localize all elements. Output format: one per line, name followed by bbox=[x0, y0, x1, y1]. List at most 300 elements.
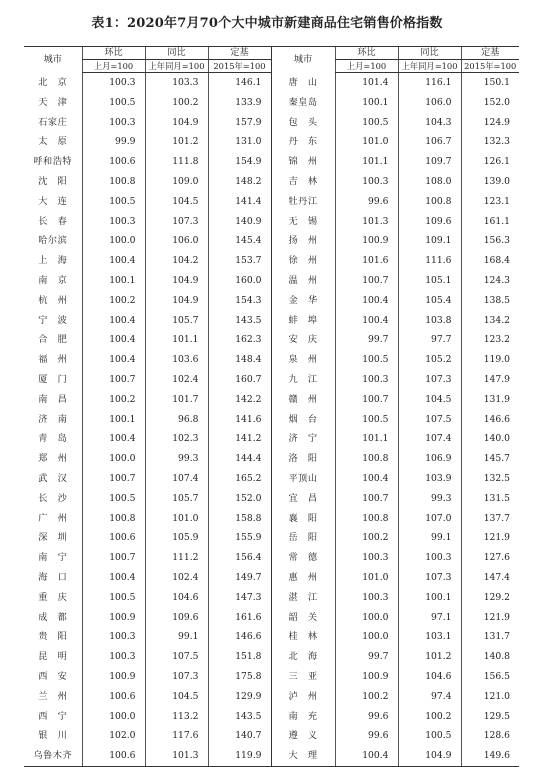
right-city-cell: 无 锡 bbox=[271, 212, 335, 232]
table-row bbox=[24, 370, 519, 390]
left-mom-cell: 100.5 bbox=[82, 588, 145, 608]
right-mom-cell: 100.0 bbox=[335, 608, 398, 628]
right-city-cell: 北 海 bbox=[271, 647, 335, 667]
table-row bbox=[24, 172, 519, 192]
left-mom-cell: 100.3 bbox=[82, 647, 145, 667]
right-base-cell: 121.0 bbox=[461, 687, 519, 707]
left-base-cell: 148.4 bbox=[208, 350, 271, 370]
left-mom-cell: 100.1 bbox=[82, 271, 145, 291]
right-base-cell: 152.0 bbox=[461, 93, 519, 113]
left-base-cell: 175.8 bbox=[208, 667, 271, 687]
right-base-cell: 123.1 bbox=[461, 192, 519, 212]
left-mom-cell: 100.4 bbox=[82, 251, 145, 271]
right-mom-cell: 99.6 bbox=[335, 726, 398, 746]
right-mom-cell: 100.0 bbox=[335, 627, 398, 647]
right-mom-cell: 100.3 bbox=[335, 172, 398, 192]
left-yoy-cell: 104.5 bbox=[145, 192, 208, 212]
left-mom-cell: 100.2 bbox=[82, 390, 145, 410]
right-yoy-cell: 104.6 bbox=[398, 667, 461, 687]
right-base-cell: 134.2 bbox=[461, 311, 519, 331]
right-yoy-cell: 104.9 bbox=[398, 746, 461, 766]
right-yoy-cell: 111.6 bbox=[398, 251, 461, 271]
left-city-cell: 杭 州 bbox=[38, 294, 68, 306]
left-yoy-cell: 109.0 bbox=[145, 172, 208, 192]
left-base-cell: 154.3 bbox=[208, 291, 271, 311]
left-city-cell: 呼和浩特 bbox=[33, 156, 73, 168]
left-base-cell: 153.7 bbox=[208, 251, 271, 271]
right-city-cell: 洛 阳 bbox=[271, 449, 335, 469]
right-base-cell: 138.5 bbox=[461, 291, 519, 311]
left-city-cell: 深 圳 bbox=[38, 532, 68, 544]
right-city-cell: 大 理 bbox=[271, 746, 335, 766]
right-base-cell: 127.6 bbox=[461, 548, 519, 568]
table-row bbox=[24, 449, 519, 469]
right-mom-cell: 100.4 bbox=[335, 291, 398, 311]
left-yoy-cell: 101.3 bbox=[145, 746, 208, 766]
right-city-cell: 三 亚 bbox=[271, 667, 335, 687]
left-city-cell: 沈 阳 bbox=[38, 175, 68, 187]
left-base-cell: 141.4 bbox=[208, 192, 271, 212]
left-city-cell: 银 川 bbox=[38, 730, 68, 742]
table-row bbox=[24, 350, 519, 370]
left-yoy-cell: 105.9 bbox=[145, 528, 208, 548]
right-base-cell: 124.3 bbox=[461, 271, 519, 291]
left-mom-cell: 100.4 bbox=[82, 568, 145, 588]
right-base-cell: 137.7 bbox=[461, 509, 519, 529]
table-row bbox=[24, 152, 519, 172]
left-yoy-cell: 104.9 bbox=[145, 113, 208, 133]
left-city-cell: 石家庄 bbox=[38, 116, 68, 128]
left-base-cell: 143.5 bbox=[208, 311, 271, 331]
left-city-cell: 哈尔滨 bbox=[38, 235, 68, 247]
left-yoy-cell: 104.2 bbox=[145, 251, 208, 271]
right-base-cell: 139.0 bbox=[461, 172, 519, 192]
left-city-cell: 西 宁 bbox=[38, 710, 68, 722]
left-base-cell: 156.4 bbox=[208, 548, 271, 568]
right-yoy-cell: 103.1 bbox=[398, 627, 461, 647]
right-base-cell: 156.5 bbox=[461, 667, 519, 687]
left-city-cell: 武 汉 bbox=[38, 472, 68, 484]
left-city-cell: 成 都 bbox=[38, 611, 68, 623]
left-mom-cell: 100.0 bbox=[82, 707, 145, 727]
right-yoy-cell: 97.7 bbox=[398, 330, 461, 350]
table-row bbox=[24, 410, 519, 430]
right-yoy-cell: 106.7 bbox=[398, 132, 461, 152]
right-mom-cell: 100.9 bbox=[335, 667, 398, 687]
left-yoy-cell: 103.3 bbox=[145, 73, 208, 93]
left-mom-cell: 100.3 bbox=[82, 212, 145, 232]
right-mom-cell: 100.4 bbox=[335, 311, 398, 331]
left-base-cell: 158.8 bbox=[208, 509, 271, 529]
table-row bbox=[24, 568, 519, 588]
left-city-cell: 厦 门 bbox=[38, 373, 68, 385]
right-mom-cell: 100.7 bbox=[335, 489, 398, 509]
left-mom-cell: 100.0 bbox=[82, 231, 145, 251]
table-row bbox=[24, 509, 519, 529]
left-city-cell: 贵 阳 bbox=[38, 631, 68, 643]
left-mom-cell: 100.4 bbox=[82, 311, 145, 331]
table-row bbox=[24, 429, 519, 449]
table-row bbox=[24, 746, 519, 766]
right-city-cell: 湛 江 bbox=[271, 588, 335, 608]
left-city-cell: 长 沙 bbox=[38, 492, 68, 504]
right-city-cell: 襄 阳 bbox=[271, 509, 335, 529]
left-yoy-cell: 104.5 bbox=[145, 687, 208, 707]
table-row bbox=[24, 726, 519, 746]
right-base-cell: 146.6 bbox=[461, 410, 519, 430]
right-base-cell: 121.9 bbox=[461, 608, 519, 628]
right-base-cell: 129.5 bbox=[461, 707, 519, 727]
left-city-cell: 南 宁 bbox=[38, 552, 68, 564]
left-mom-cell: 100.6 bbox=[82, 687, 145, 707]
left-yoy-cell: 101.7 bbox=[145, 390, 208, 410]
right-base-cell: 128.6 bbox=[461, 726, 519, 746]
left-base-cell: 141.6 bbox=[208, 410, 271, 430]
right-mom-cell: 100.1 bbox=[335, 93, 398, 113]
right-mom-cell: 101.0 bbox=[335, 132, 398, 152]
right-yoy-cell: 108.0 bbox=[398, 172, 461, 192]
right-city-cell: 牡丹江 bbox=[271, 192, 335, 212]
right-yoy-cell: 103.8 bbox=[398, 311, 461, 331]
left-base-cell: 162.3 bbox=[208, 330, 271, 350]
right-city-cell: 岳 阳 bbox=[271, 528, 335, 548]
left-mom-cell: 100.7 bbox=[82, 469, 145, 489]
right-yoy-cell: 99.3 bbox=[398, 489, 461, 509]
left-mom-cell: 102.0 bbox=[82, 726, 145, 746]
left-mom-cell: 100.9 bbox=[82, 608, 145, 628]
left-base-cell: 152.0 bbox=[208, 489, 271, 509]
right-mom-cell: 100.5 bbox=[335, 410, 398, 430]
left-base-cell: 133.9 bbox=[208, 93, 271, 113]
table-row bbox=[24, 647, 519, 667]
right-city-cell: 桂 林 bbox=[271, 627, 335, 647]
table-row bbox=[24, 132, 519, 152]
left-base-cell: 154.9 bbox=[208, 152, 271, 172]
right-city-cell: 泉 州 bbox=[271, 350, 335, 370]
right-mom-cell: 100.5 bbox=[335, 113, 398, 133]
left-yoy-cell: 101.1 bbox=[145, 330, 208, 350]
right-base-cell: 145.7 bbox=[461, 449, 519, 469]
table-row bbox=[24, 489, 519, 509]
right-yoy-cell: 109.1 bbox=[398, 231, 461, 251]
header-base-sub: 2015年=100 bbox=[208, 60, 271, 73]
left-city-cell: 重 庆 bbox=[38, 591, 68, 603]
right-mom-cell: 100.5 bbox=[335, 350, 398, 370]
right-yoy-cell: 100.5 bbox=[398, 726, 461, 746]
header-mom-sub-right: 上月=100 bbox=[335, 60, 398, 73]
right-base-cell: 140.0 bbox=[461, 429, 519, 449]
left-yoy-cell: 104.9 bbox=[145, 291, 208, 311]
left-base-cell: 129.9 bbox=[208, 687, 271, 707]
table-row bbox=[24, 469, 519, 489]
left-city-cell: 长 春 bbox=[38, 215, 68, 227]
left-yoy-cell: 102.4 bbox=[145, 370, 208, 390]
table-row bbox=[24, 608, 519, 628]
right-mom-cell: 99.7 bbox=[335, 647, 398, 667]
left-mom-cell: 100.0 bbox=[82, 449, 145, 469]
right-base-cell: 132.5 bbox=[461, 469, 519, 489]
table-row bbox=[24, 687, 519, 707]
right-mom-cell: 100.8 bbox=[335, 449, 398, 469]
right-base-cell: 150.1 bbox=[461, 73, 519, 93]
right-city-cell: 吉 林 bbox=[271, 172, 335, 192]
right-yoy-cell: 97.1 bbox=[398, 608, 461, 628]
right-yoy-cell: 100.3 bbox=[398, 548, 461, 568]
left-mom-cell: 100.7 bbox=[82, 548, 145, 568]
right-mom-cell: 100.4 bbox=[335, 746, 398, 766]
header-city-right: 城市 bbox=[271, 47, 335, 73]
left-city-cell: 太 原 bbox=[38, 136, 68, 148]
left-mom-cell: 100.8 bbox=[82, 509, 145, 529]
left-city-cell: 上 海 bbox=[38, 255, 68, 267]
header-base: 定基 bbox=[208, 47, 271, 60]
left-base-cell: 157.9 bbox=[208, 113, 271, 133]
right-yoy-cell: 107.0 bbox=[398, 509, 461, 529]
table-row bbox=[24, 73, 519, 93]
left-city-cell: 合 肥 bbox=[38, 334, 68, 346]
right-mom-cell: 100.2 bbox=[335, 687, 398, 707]
left-yoy-cell: 100.2 bbox=[145, 93, 208, 113]
left-mom-cell: 100.7 bbox=[82, 370, 145, 390]
left-base-cell: 142.2 bbox=[208, 390, 271, 410]
right-base-cell: 131.5 bbox=[461, 489, 519, 509]
table-title: 表1：2020年7月70个大中城市新建商品住宅销售价格指数 bbox=[91, 16, 443, 31]
left-base-cell: 160.7 bbox=[208, 370, 271, 390]
left-city-cell: 济 南 bbox=[38, 413, 68, 425]
left-yoy-cell: 107.3 bbox=[145, 667, 208, 687]
header-mom-sub: 上月=100 bbox=[82, 60, 145, 73]
right-mom-cell: 100.3 bbox=[335, 588, 398, 608]
right-base-cell: 131.7 bbox=[461, 627, 519, 647]
left-city-cell: 福 州 bbox=[38, 354, 68, 366]
left-yoy-cell: 106.0 bbox=[145, 231, 208, 251]
right-base-cell: 161.1 bbox=[461, 212, 519, 232]
table-row bbox=[24, 390, 519, 410]
left-yoy-cell: 96.8 bbox=[145, 410, 208, 430]
right-base-cell: 147.9 bbox=[461, 370, 519, 390]
left-mom-cell: 100.3 bbox=[82, 627, 145, 647]
left-mom-cell: 100.9 bbox=[82, 667, 145, 687]
left-yoy-cell: 103.6 bbox=[145, 350, 208, 370]
table-row bbox=[24, 251, 519, 271]
right-yoy-cell: 107.3 bbox=[398, 568, 461, 588]
right-city-cell: 遵 义 bbox=[271, 726, 335, 746]
header-yoy-right: 同比 bbox=[398, 47, 461, 60]
right-yoy-cell: 116.1 bbox=[398, 73, 461, 93]
left-city-cell: 郑 州 bbox=[38, 453, 68, 465]
table-row bbox=[24, 231, 519, 251]
right-city-cell: 九 江 bbox=[271, 370, 335, 390]
left-city-cell: 青 岛 bbox=[38, 433, 68, 445]
left-city-cell: 南 京 bbox=[38, 274, 68, 286]
table-body bbox=[24, 73, 519, 767]
right-city-cell: 包 头 bbox=[271, 113, 335, 133]
right-mom-cell: 99.6 bbox=[335, 707, 398, 727]
right-yoy-cell: 107.5 bbox=[398, 410, 461, 430]
left-mom-cell: 100.3 bbox=[82, 73, 145, 93]
right-mom-cell: 100.3 bbox=[335, 548, 398, 568]
right-yoy-cell: 101.2 bbox=[398, 647, 461, 667]
left-base-cell: 146.1 bbox=[208, 73, 271, 93]
left-mom-cell: 100.5 bbox=[82, 93, 145, 113]
table-row bbox=[24, 93, 519, 113]
left-base-cell: 140.9 bbox=[208, 212, 271, 232]
left-yoy-cell: 111.8 bbox=[145, 152, 208, 172]
left-base-cell: 119.9 bbox=[208, 746, 271, 766]
right-yoy-cell: 104.3 bbox=[398, 113, 461, 133]
left-mom-cell: 99.9 bbox=[82, 132, 145, 152]
header-city: 城市 bbox=[24, 47, 82, 73]
right-mom-cell: 100.4 bbox=[335, 469, 398, 489]
right-yoy-cell: 100.8 bbox=[398, 192, 461, 212]
left-yoy-cell: 104.6 bbox=[145, 588, 208, 608]
table-row bbox=[24, 212, 519, 232]
table-row bbox=[24, 113, 519, 133]
right-yoy-cell: 105.2 bbox=[398, 350, 461, 370]
right-city-cell: 常 德 bbox=[271, 548, 335, 568]
left-base-cell: 160.0 bbox=[208, 271, 271, 291]
left-city-cell: 天 津 bbox=[38, 96, 68, 108]
left-yoy-cell: 102.4 bbox=[145, 568, 208, 588]
right-city-cell: 丹 东 bbox=[271, 132, 335, 152]
left-yoy-cell: 102.3 bbox=[145, 429, 208, 449]
right-yoy-cell: 105.1 bbox=[398, 271, 461, 291]
right-yoy-cell: 97.4 bbox=[398, 687, 461, 707]
left-mom-cell: 100.6 bbox=[82, 746, 145, 766]
left-yoy-cell: 99.1 bbox=[145, 627, 208, 647]
price-index-table bbox=[24, 46, 519, 767]
right-mom-cell: 101.0 bbox=[335, 568, 398, 588]
right-base-cell: 149.6 bbox=[461, 746, 519, 766]
left-city-cell: 北 京 bbox=[38, 76, 68, 88]
table-row bbox=[24, 311, 519, 331]
left-yoy-cell: 105.7 bbox=[145, 489, 208, 509]
right-city-cell: 济 宁 bbox=[271, 429, 335, 449]
right-yoy-cell: 107.4 bbox=[398, 429, 461, 449]
right-city-cell: 锦 州 bbox=[271, 152, 335, 172]
right-mom-cell: 101.4 bbox=[335, 73, 398, 93]
right-mom-cell: 100.3 bbox=[335, 370, 398, 390]
left-base-cell: 151.8 bbox=[208, 647, 271, 667]
left-city-cell: 乌鲁木齐 bbox=[24, 746, 82, 766]
right-city-cell: 金 华 bbox=[271, 291, 335, 311]
left-base-cell: 149.7 bbox=[208, 568, 271, 588]
header-yoy-sub: 上年同月=100 bbox=[145, 60, 208, 73]
header-mom: 环比 bbox=[82, 47, 145, 60]
left-mom-cell: 100.4 bbox=[82, 429, 145, 449]
header-yoy-sub-right: 上年同月=100 bbox=[398, 60, 461, 73]
left-base-cell: 144.4 bbox=[208, 449, 271, 469]
left-base-cell: 140.7 bbox=[208, 726, 271, 746]
right-city-cell: 韶 关 bbox=[271, 608, 335, 628]
table-row bbox=[24, 528, 519, 548]
right-mom-cell: 101.1 bbox=[335, 152, 398, 172]
table-row bbox=[24, 588, 519, 608]
left-mom-cell: 100.5 bbox=[82, 489, 145, 509]
left-yoy-cell: 107.3 bbox=[145, 212, 208, 232]
left-yoy-cell: 101.2 bbox=[145, 132, 208, 152]
left-city-cell: 昆 明 bbox=[38, 651, 68, 663]
left-base-cell: 145.4 bbox=[208, 231, 271, 251]
right-yoy-cell: 109.6 bbox=[398, 212, 461, 232]
right-city-cell: 宜 昌 bbox=[271, 489, 335, 509]
right-yoy-cell: 105.4 bbox=[398, 291, 461, 311]
right-base-cell: 168.4 bbox=[461, 251, 519, 271]
right-base-cell: 121.9 bbox=[461, 528, 519, 548]
table-row bbox=[24, 291, 519, 311]
left-mom-cell: 100.8 bbox=[82, 172, 145, 192]
right-base-cell: 147.4 bbox=[461, 568, 519, 588]
right-mom-cell: 100.7 bbox=[335, 390, 398, 410]
left-city-cell: 大 连 bbox=[38, 195, 68, 207]
left-city-cell: 广 州 bbox=[38, 512, 68, 524]
right-city-cell: 安 庆 bbox=[271, 330, 335, 350]
right-mom-cell: 100.8 bbox=[335, 509, 398, 529]
right-base-cell: 119.0 bbox=[461, 350, 519, 370]
right-city-cell: 唐 山 bbox=[271, 73, 335, 93]
left-city-cell: 兰 州 bbox=[38, 690, 68, 702]
left-yoy-cell: 117.6 bbox=[145, 726, 208, 746]
right-yoy-cell: 100.1 bbox=[398, 588, 461, 608]
right-city-cell: 蚌 埠 bbox=[271, 311, 335, 331]
left-mom-cell: 100.6 bbox=[82, 528, 145, 548]
left-yoy-cell: 111.2 bbox=[145, 548, 208, 568]
header-base-sub-right: 2015年=100 bbox=[461, 60, 519, 73]
table-row bbox=[24, 627, 519, 647]
table-row bbox=[24, 192, 519, 212]
left-yoy-cell: 105.7 bbox=[145, 311, 208, 331]
right-base-cell: 124.9 bbox=[461, 113, 519, 133]
right-yoy-cell: 106.0 bbox=[398, 93, 461, 113]
right-city-cell: 温 州 bbox=[271, 271, 335, 291]
right-city-cell: 惠 州 bbox=[271, 568, 335, 588]
left-yoy-cell: 99.3 bbox=[145, 449, 208, 469]
left-mom-cell: 100.3 bbox=[82, 113, 145, 133]
right-yoy-cell: 100.2 bbox=[398, 707, 461, 727]
right-mom-cell: 100.9 bbox=[335, 231, 398, 251]
right-city-cell: 平顶山 bbox=[271, 469, 335, 489]
right-mom-cell: 100.7 bbox=[335, 271, 398, 291]
left-base-cell: 131.0 bbox=[208, 132, 271, 152]
left-mom-cell: 100.4 bbox=[82, 350, 145, 370]
right-yoy-cell: 103.9 bbox=[398, 469, 461, 489]
right-base-cell: 126.1 bbox=[461, 152, 519, 172]
right-yoy-cell: 99.1 bbox=[398, 528, 461, 548]
left-base-cell: 165.2 bbox=[208, 469, 271, 489]
table-row bbox=[24, 667, 519, 687]
right-city-cell: 扬 州 bbox=[271, 231, 335, 251]
table-row bbox=[24, 707, 519, 727]
right-city-cell: 徐 州 bbox=[271, 251, 335, 271]
left-mom-cell: 100.5 bbox=[82, 192, 145, 212]
left-base-cell: 155.9 bbox=[208, 528, 271, 548]
left-yoy-cell: 107.4 bbox=[145, 469, 208, 489]
left-city-cell: 西 安 bbox=[38, 670, 68, 682]
header-yoy: 同比 bbox=[145, 47, 208, 60]
right-base-cell: 131.9 bbox=[461, 390, 519, 410]
left-yoy-cell: 101.0 bbox=[145, 509, 208, 529]
right-mom-cell: 101.6 bbox=[335, 251, 398, 271]
left-base-cell: 148.2 bbox=[208, 172, 271, 192]
left-city-cell: 南 昌 bbox=[38, 393, 68, 405]
right-mom-cell: 101.1 bbox=[335, 429, 398, 449]
left-city-cell: 海 口 bbox=[38, 571, 68, 583]
left-city-cell: 宁 波 bbox=[38, 314, 68, 326]
table-row bbox=[24, 271, 519, 291]
right-yoy-cell: 104.5 bbox=[398, 390, 461, 410]
left-yoy-cell: 104.9 bbox=[145, 271, 208, 291]
table-row bbox=[24, 548, 519, 568]
